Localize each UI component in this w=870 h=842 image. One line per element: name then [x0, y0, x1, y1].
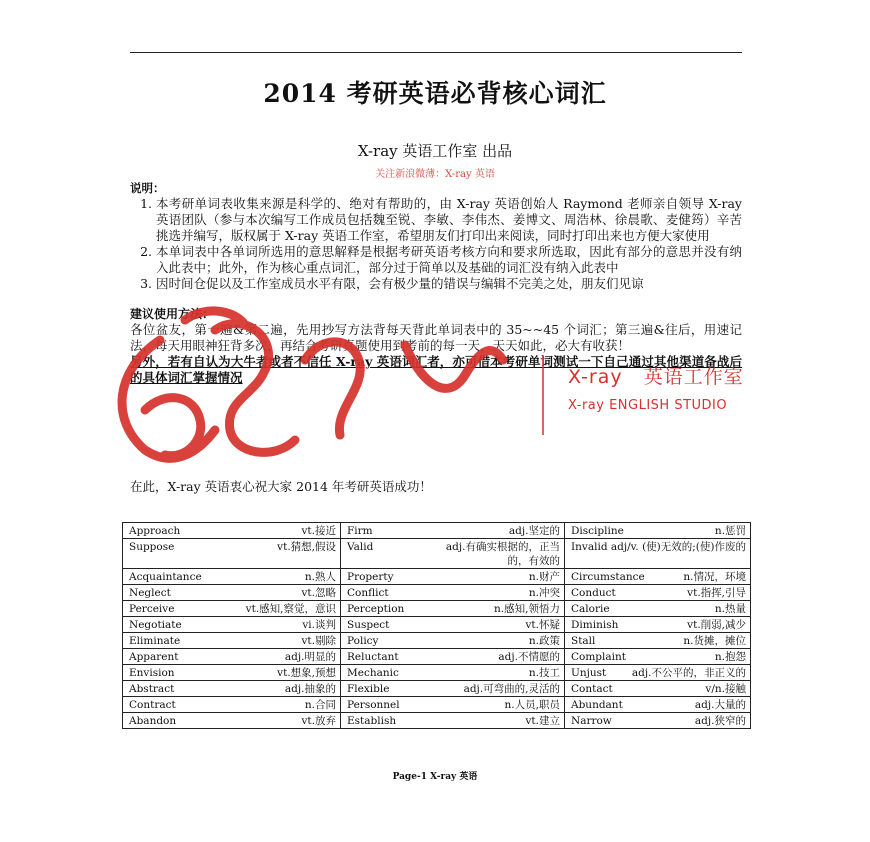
vocab-meaning: n.技工 [528, 667, 560, 679]
vocab-meaning: vt.指挥,引导 [687, 587, 746, 599]
vocab-word: Abandon [129, 715, 177, 727]
vocab-cell [565, 697, 751, 713]
vocab-cell [123, 665, 341, 681]
notes-list [130, 196, 742, 292]
vocab-cell [123, 601, 341, 617]
vocab-word: Neglect [129, 587, 171, 599]
vocab-word: Abstract [129, 683, 175, 695]
vocab-cell [565, 523, 751, 539]
vocab-word: Calorie [571, 603, 610, 615]
vocab-meaning: vt.削弱,减少 [687, 619, 746, 631]
vocab-cell [123, 713, 341, 729]
vocab-meaning: n.热量 [714, 603, 746, 615]
vocab-cell [565, 585, 751, 601]
vocab-word: Conflict [347, 587, 389, 599]
document-subtitle: X-ray 英语工作室 出品 [357, 142, 513, 160]
vocab-cell [123, 523, 341, 539]
document-title: 2014 考研英语必背核心词汇 [263, 79, 607, 108]
vocab-cell [565, 665, 751, 681]
vocab-row [123, 569, 751, 585]
vocab-cell [341, 569, 565, 585]
vocab-cell [123, 681, 341, 697]
vocab-meaning: vt.建立 [525, 715, 560, 727]
vocab-cell [341, 713, 565, 729]
vocab-word: Abundant [571, 699, 623, 711]
vocab-meaning: n.感知,领悟力 [494, 603, 560, 615]
vocab-meaning: adj.不公平的，非正义的 [631, 667, 746, 679]
vocab-cell [341, 601, 565, 617]
vocab-cell [341, 539, 565, 569]
watermark-studio-name: X-ray 英语工作室 [568, 366, 744, 388]
vocab-word: Contract [129, 699, 176, 711]
vocab-word: Envision [129, 667, 175, 679]
vocab-cell [565, 617, 751, 633]
vocab-cell [341, 523, 565, 539]
vocab-word: Mechanic [347, 667, 399, 679]
vocab-meaning: n.政策 [528, 635, 560, 647]
vocab-cell [341, 633, 565, 649]
vocab-word: Perception [347, 603, 405, 615]
vocab-meaning: vi.谈判 [302, 619, 336, 631]
vocab-word: Circumstance [571, 571, 645, 583]
vocab-cell [123, 539, 341, 569]
vocab-cell [341, 649, 565, 665]
vocab-word: Acquaintance [129, 571, 202, 583]
vocab-cell [565, 713, 751, 729]
vocab-meaning: n.冲突 [528, 587, 560, 599]
vocab-cell [341, 681, 565, 697]
vocab-cell [123, 649, 341, 665]
vocab-word: Eliminate [129, 635, 181, 647]
usage-text: 各位盆友，第一遍&第二遍，先用抄写方法背每天背此单词表中的 35~~45 个词汇；第三遍&往后，用速记法，每天用眼神狂背多次，再结合考研真题使用到考前的每一天，天天如此，必大有收获！ [130, 322, 742, 353]
vocab-cell [341, 665, 565, 681]
vocab-word: Stall [571, 635, 596, 647]
vocab-meaning: n.抱怨 [714, 651, 746, 663]
vocab-word: Diminish [571, 619, 619, 631]
vocab-row [123, 697, 751, 713]
vocab-cell [565, 569, 751, 585]
vocab-meaning: n.情况，环境 [683, 571, 746, 583]
vocab-row [123, 523, 751, 539]
vocab-meaning: adj.抽象的 [284, 683, 336, 695]
vocab-cell [341, 585, 565, 601]
vocab-meaning: n.惩罚 [714, 525, 746, 537]
closing-wish: 在此，X-ray 英语衷心祝大家 2014 年考研英语成功！ [130, 479, 432, 494]
notes-item: 2. 本单词表中各单词所选用的意思解释是根据考研英语考核方向和要求所选取，因此有部分的意思并没有纳入此表中；此外，作为核心重点词汇，部分过于简单以及基础的词汇没有纳入此表中 [156, 244, 742, 276]
vocab-meaning: adj.大量的 [694, 699, 746, 711]
notes-item: 1. 本考研单词表收集来源是科学的、绝对有帮助的，由 X-ray 英语创始人 Raymond 老师亲自领导 X-ray 英语团队（参与本次编写工作成员包括魏至锐、李敏、李伟杰、姜博文、周浩林、徐晨歌、麦健筠）辛苦挑选并编写，版权属于 X-ray 英语工作室，希望朋友们打印出来阅读，同时打印出来也方便大家使用 [156, 196, 742, 244]
vocab-meaning: vt.怀疑 [525, 619, 560, 631]
weibo-follow-note: 关注新浪微薄：X-ray 英语 [375, 169, 495, 180]
notes-section [130, 180, 742, 386]
vocab-row [123, 633, 751, 649]
vocab-cell [123, 585, 341, 601]
vocab-meaning: vt.忽略 [301, 587, 336, 599]
vocab-row [123, 617, 751, 633]
vocab-meaning: (使)无效的;(使)作废的 [642, 541, 746, 553]
watermark-studio-english: X-ray ENGLISH STUDIO [568, 398, 728, 413]
vocab-word: Property [347, 571, 394, 583]
vocab-word: Apparent [129, 651, 179, 663]
vocab-meaning: adj.狭窄的 [694, 715, 746, 727]
vocab-word: Approach [129, 525, 181, 537]
vocab-meaning: adj.有确实根据的，正当的，有效的 [445, 541, 560, 567]
vocab-word: Invalid adj/v. [571, 541, 639, 553]
vocab-meaning: adj.不情愿的 [498, 651, 560, 663]
notes-label: 说明： [130, 181, 165, 195]
vocab-word: Suspect [347, 619, 390, 631]
vocab-word: Unjust [571, 667, 607, 679]
usage-label: 建议使用方法： [130, 307, 215, 321]
vocab-word: Valid [347, 541, 374, 553]
vocab-row [123, 713, 751, 729]
vocab-word: Firm [347, 525, 373, 537]
vocab-word: Discipline [571, 525, 624, 537]
vocab-meaning: adj.坚定的 [508, 525, 560, 537]
vocab-cell [565, 649, 751, 665]
vocab-word: Personnel [347, 699, 400, 711]
vocab-meaning: adj.明显的 [284, 651, 336, 663]
vocab-word: Complaint [571, 651, 626, 663]
header-rule [130, 52, 742, 53]
vocab-row [123, 585, 751, 601]
vocab-word: Policy [347, 635, 379, 647]
vocab-cell [341, 617, 565, 633]
vocab-cell [565, 633, 751, 649]
vocab-word: Contact [571, 683, 613, 695]
notes-item: 3. 因时间仓促以及工作室成员水平有限，会有极少量的错误与编辑不完美之处，朋友们见谅 [156, 276, 742, 292]
vocab-row [123, 539, 751, 569]
vocab-cell [565, 681, 751, 697]
vocab-meaning: n.人员,职员 [504, 699, 560, 711]
vocab-row [123, 665, 751, 681]
vocab-row [123, 681, 751, 697]
vocab-word: Perceive [129, 603, 175, 615]
vocab-word: Flexible [347, 683, 390, 695]
vocab-word: Narrow [571, 715, 612, 727]
vocab-meaning: vt.放弃 [301, 715, 336, 727]
vocab-cell [123, 569, 341, 585]
vocab-meaning: vt.剔除 [301, 635, 336, 647]
vocab-row [123, 601, 751, 617]
vocab-cell [123, 617, 341, 633]
vocab-meaning: n.合同 [304, 699, 336, 711]
vocab-word: Establish [347, 715, 397, 727]
vocab-meaning: n.财产 [528, 571, 560, 583]
vocab-meaning: vt.想象,预想 [277, 667, 336, 679]
vocab-word: Reluctant [347, 651, 399, 663]
vocab-meaning: vt.猜想,假设 [277, 541, 336, 553]
vocab-meaning: n.货摊，摊位 [683, 635, 746, 647]
vocab-cell [565, 601, 751, 617]
vocab-row [123, 649, 751, 665]
page-footer: Page-1 X-ray 英语 [392, 772, 478, 782]
vocab-meaning: vt.接近 [301, 525, 336, 537]
vocab-word: Negotiate [129, 619, 182, 631]
vocab-meaning: v/n.接触 [705, 683, 746, 695]
vocab-cell [123, 633, 341, 649]
vocab-word: Conduct [571, 587, 616, 599]
vocab-meaning: n.熟人 [304, 571, 336, 583]
vocab-cell [565, 539, 751, 569]
vocabulary-table [122, 522, 751, 729]
usage-emphasis: 另外，若有自认为大牛者或者不信任 X-ray 英语词汇者，亦可借本考研单词测试一下自己通过其他渠道备战后的具体词汇掌握情况 [130, 354, 742, 385]
vocab-meaning: adj.可弯曲的,灵活的 [463, 683, 560, 695]
vocab-cell [123, 697, 341, 713]
vocab-meaning: vt.感知,察觉，意识 [245, 603, 336, 615]
vocab-cell [341, 697, 565, 713]
vocab-word: Suppose [129, 541, 175, 553]
